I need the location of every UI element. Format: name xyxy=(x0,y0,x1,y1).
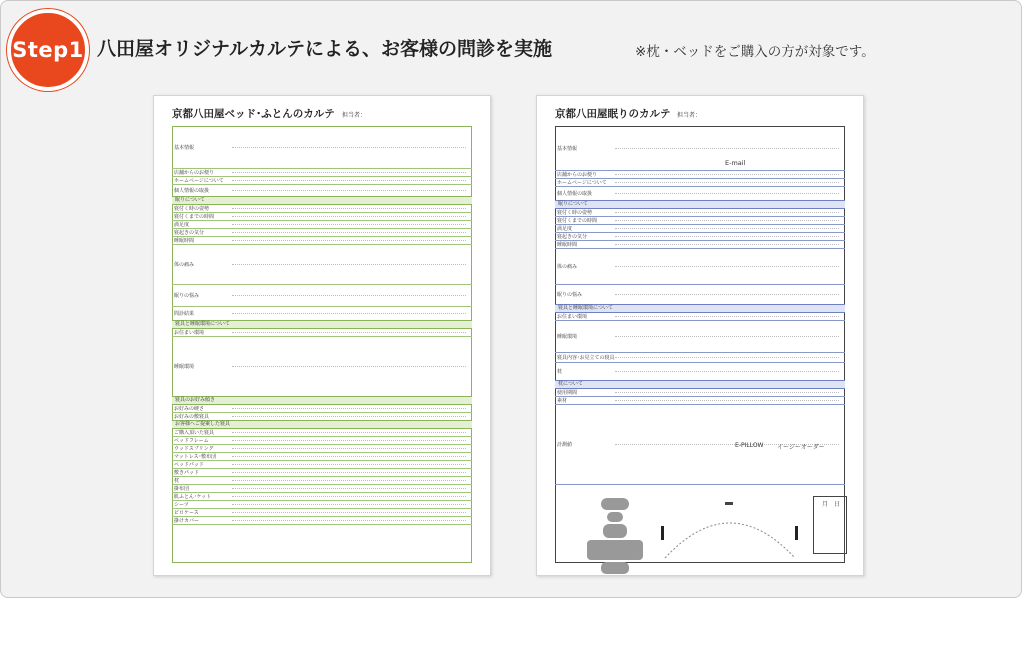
row-label: 使用期間 xyxy=(557,390,578,396)
row-label: ベッドフレーム xyxy=(174,438,209,444)
row-label: 体の痛み xyxy=(557,264,578,270)
row-label: ピロケース xyxy=(174,510,199,516)
field-line xyxy=(615,193,839,194)
section-label: 枕について xyxy=(558,381,583,387)
field-line xyxy=(232,448,466,449)
field-line xyxy=(232,440,466,441)
sleep-chart-sheet xyxy=(536,95,864,576)
row-label: ベッドパッド xyxy=(174,462,204,468)
row-label: 基本情報 xyxy=(174,145,195,151)
row-label: 枕 xyxy=(557,369,563,375)
staff-label: 担当者： xyxy=(342,112,367,119)
field-line xyxy=(232,332,466,333)
form-row xyxy=(555,320,845,353)
field-line xyxy=(232,504,466,505)
form-row xyxy=(555,248,845,285)
field-line xyxy=(232,496,466,497)
row-label: 掛布団 xyxy=(174,486,190,492)
field-line xyxy=(615,294,839,295)
field-line xyxy=(232,264,466,265)
chart-form xyxy=(555,126,845,563)
form-row xyxy=(172,336,472,397)
row-label: シーツ xyxy=(174,502,189,508)
form-row xyxy=(172,516,472,525)
row-label: ホームページについて xyxy=(557,180,607,186)
field-line xyxy=(232,232,466,233)
field-line xyxy=(232,464,466,465)
section-label: 寝具と睡眠環境について xyxy=(175,321,230,327)
pillow-option: E-PILLOW xyxy=(735,442,764,449)
row-label: 枕 xyxy=(174,478,180,484)
field-line xyxy=(232,295,466,296)
chart-form xyxy=(172,126,472,563)
form-row xyxy=(555,284,845,305)
field-line xyxy=(615,236,839,237)
row-label: マットレス･敷布団 xyxy=(174,454,217,460)
field-line xyxy=(232,147,466,148)
date-box xyxy=(813,496,847,554)
row-label: 個人情報の取扱 xyxy=(557,191,593,197)
field-line xyxy=(232,172,466,173)
field-line xyxy=(232,366,466,367)
field-line xyxy=(615,336,839,337)
field-line xyxy=(232,313,466,314)
section-label: 寝具と睡眠環境について xyxy=(558,305,613,311)
row-label: ご購入頂いた寝具 xyxy=(174,430,215,436)
form-row xyxy=(172,284,472,307)
row-label: 眠りの悩み xyxy=(174,293,200,299)
row-label: 寝付く時の姿勢 xyxy=(557,210,593,216)
field-line xyxy=(615,392,839,393)
field-line xyxy=(615,316,839,317)
row-label: お好みの硬さ xyxy=(174,406,205,412)
field-line xyxy=(232,224,466,225)
step-badge: Step1 xyxy=(7,9,89,91)
form-row xyxy=(172,126,472,169)
field-line xyxy=(232,488,466,489)
section-label: 寝具のお好み傾き xyxy=(175,397,216,403)
field-line xyxy=(232,480,466,481)
field-line xyxy=(232,208,466,209)
row-label: 寝付く時の姿勢 xyxy=(174,206,210,212)
field-line xyxy=(615,266,839,267)
sheet-title: 京都八田屋ベッド･ふとんのカルテ xyxy=(172,108,335,120)
section-label: 眠りについて xyxy=(558,201,588,207)
field-line xyxy=(232,216,466,217)
row-label: 店舗からのお便り xyxy=(174,170,215,176)
field-line xyxy=(615,371,839,372)
sheet-title: 京都八田屋眠りのカルテ xyxy=(555,108,671,120)
row-label: 掛けカバー xyxy=(174,518,200,524)
row-label: 肌ふとん･ケット xyxy=(174,494,212,500)
field-line xyxy=(232,408,466,409)
field-line xyxy=(615,357,839,358)
row-label: 寝付くまでの時間 xyxy=(557,218,598,224)
body-diagram-icon xyxy=(581,496,651,576)
row-label: 寝起きの気分 xyxy=(174,230,205,236)
row-label: 問診結果 xyxy=(174,311,195,317)
form-row xyxy=(172,244,472,285)
row-label: 敷きパッド xyxy=(174,470,200,476)
field-line xyxy=(615,174,839,175)
field-line xyxy=(232,472,466,473)
form-row xyxy=(555,186,845,201)
date-header: 月 xyxy=(822,501,829,508)
neck-measure-diagram-icon xyxy=(655,498,805,568)
field-line xyxy=(615,182,839,183)
row-label: 体の痛み xyxy=(174,262,195,268)
field-line xyxy=(615,400,839,401)
field-line xyxy=(232,240,466,241)
row-label: ウッドスプリング xyxy=(174,446,214,452)
row-label: 睡眠時間 xyxy=(557,242,578,248)
row-label: 満足度 xyxy=(174,222,190,228)
row-label: 睡眠時間 xyxy=(174,238,195,244)
row-label: 睡眠環境 xyxy=(557,334,578,340)
staff-label: 担当者： xyxy=(677,112,702,119)
row-label: 基本情報 xyxy=(557,146,578,152)
section-label: 眠りについて xyxy=(175,197,205,203)
row-label: 睡眠環境 xyxy=(174,364,195,370)
field-line xyxy=(232,190,466,191)
row-label: 素材 xyxy=(557,398,568,404)
row-label: 寝起きの気分 xyxy=(557,234,588,240)
step-heading: 八田屋オリジナルカルテによる、お客様の問診を実施 xyxy=(97,38,553,60)
row-label: お住まい環境 xyxy=(557,314,588,320)
section-label: お客様へご提案した寝具 xyxy=(175,421,231,427)
form-row xyxy=(172,306,472,321)
bed-futon-chart-sheet xyxy=(153,95,491,576)
row-label: 計測値 xyxy=(557,442,573,448)
field-line xyxy=(615,220,839,221)
field-line xyxy=(615,212,839,213)
row-label: 個人情報の取扱 xyxy=(174,188,210,194)
row-label: 眠りの悩み xyxy=(557,292,583,298)
field-line xyxy=(615,244,839,245)
row-label: お好みの敷寝具 xyxy=(174,414,210,420)
field-line xyxy=(232,432,466,433)
form-row xyxy=(555,126,845,171)
target-note: ※枕・ベッドをご購入の方が対象です。 xyxy=(635,44,875,60)
pillow-option: イージーオーダー xyxy=(777,444,825,451)
field-line xyxy=(615,148,839,149)
date-header: 日 xyxy=(834,501,841,508)
row-label: 店舗からのお便り xyxy=(557,172,598,178)
row-label: 寝付くまでの時間 xyxy=(174,214,215,220)
email-label: E-mail xyxy=(725,159,746,167)
row-label: お住まい環境 xyxy=(174,330,205,336)
field-line xyxy=(615,228,839,229)
row-label: ホームページについて xyxy=(174,178,224,184)
field-line xyxy=(232,416,466,417)
field-line xyxy=(232,520,466,521)
field-line xyxy=(232,456,466,457)
field-line xyxy=(232,180,466,181)
row-label: 満足度 xyxy=(557,226,573,232)
field-line xyxy=(232,512,466,513)
form-row xyxy=(555,362,845,381)
row-label: 寝具内容･お見立ての寝具 xyxy=(557,355,615,361)
